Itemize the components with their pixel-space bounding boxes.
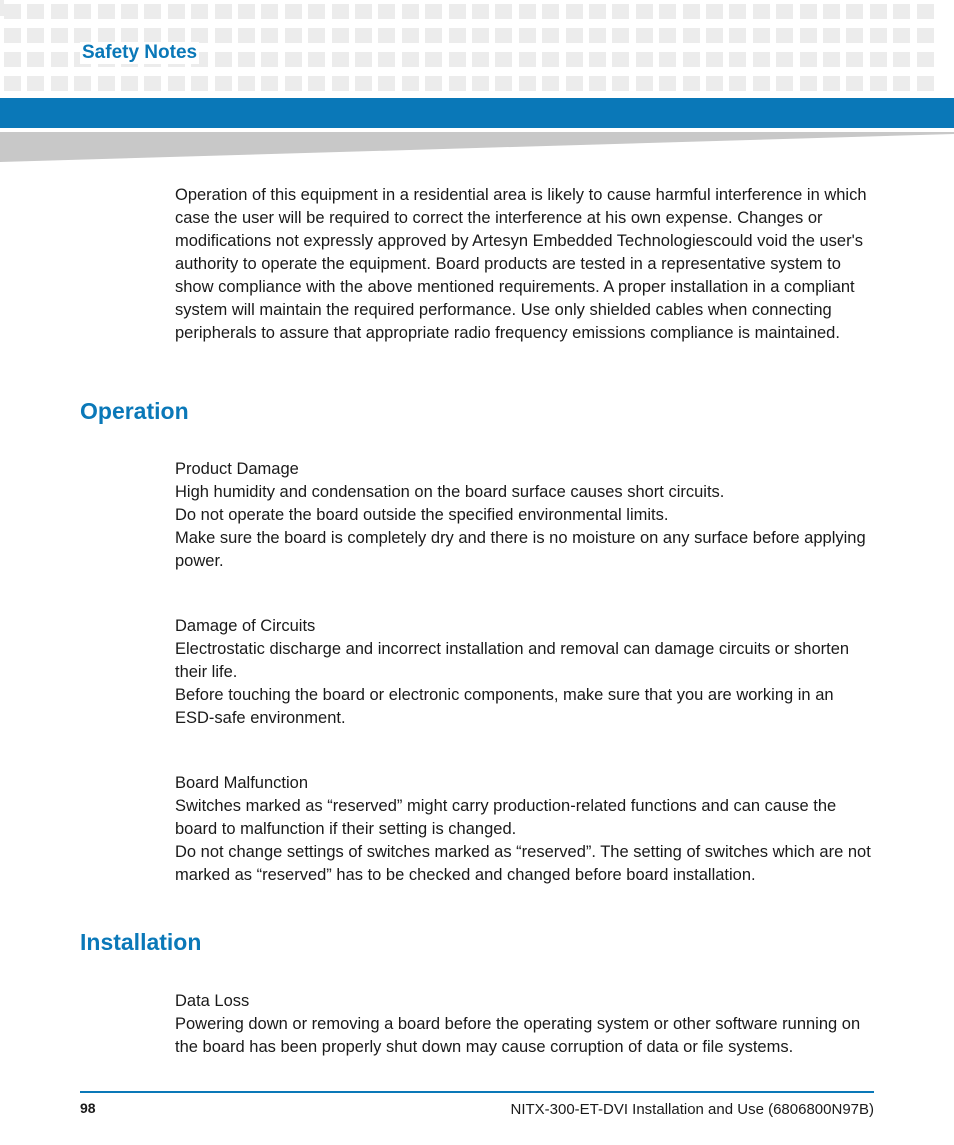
header-grid-cell <box>870 76 887 91</box>
header-gray-wedge <box>0 132 954 162</box>
header-grid-cell <box>566 76 583 91</box>
notice-line: Electrostatic discharge and incorrect installation and removal can damage circuits or shorten their life. <box>175 640 850 681</box>
header-grid-cell <box>378 52 395 67</box>
header-grid-cell <box>566 4 583 19</box>
header-grid-cell <box>846 76 863 91</box>
header-grid-cell <box>495 76 512 91</box>
header-grid-cell <box>261 52 278 67</box>
header-grid-cell <box>238 76 255 91</box>
notice-line: Before touching the board or electronic components, make sure that you are working in an ESD-safe environment. <box>175 686 834 727</box>
notice-title: Board Malfunction <box>175 774 308 792</box>
header-grid-cell <box>612 76 629 91</box>
header-grid-cell <box>215 4 232 19</box>
header-grid-cell <box>589 4 606 19</box>
header-grid-cell <box>308 52 325 67</box>
document-title: NITX-300-ET-DVI Installation and Use (6806800N97B) <box>510 1101 874 1118</box>
header-grid-cell <box>706 4 723 19</box>
notice-title: Data Loss <box>175 992 250 1010</box>
header-grid-cell <box>308 4 325 19</box>
header-grid-cell <box>706 52 723 67</box>
notice-data-loss <box>175 990 875 1059</box>
header-grid-cell <box>870 52 887 67</box>
header-grid-cell <box>74 76 91 91</box>
header-grid-cell <box>261 76 278 91</box>
header-grid-cell <box>51 4 68 19</box>
header-grid-cell <box>449 28 466 43</box>
notice-board-malfunction <box>175 772 875 887</box>
header-grid-cell <box>706 76 723 91</box>
header-grid-cell <box>753 4 770 19</box>
header-grid-cell <box>98 28 115 43</box>
intro-paragraph: Operation of this equipment in a residential area is likely to cause harmful interference in which case the user will be required to correct the interference at his own expense. Changes or modifications not expressly approved by Artesyn Embedded Technologiescould void the user's authority to operate the equipment. Board products are tested in a representative system to show compliance with the above mentioned requirements. A proper installation in a compliant system will maintain the required performance. Use only shielded cables when connecting peripherals to assure that appropriate radio frequency emissions compliance is maintained. <box>175 186 867 342</box>
header-grid-cell <box>846 28 863 43</box>
header-grid-cell <box>449 52 466 67</box>
header-grid-cell <box>378 76 395 91</box>
header-grid-cell <box>589 28 606 43</box>
header-grid-cell <box>823 28 840 43</box>
header-grid-cell <box>378 4 395 19</box>
header-grid-cell <box>285 4 302 19</box>
header-grid-cell <box>589 76 606 91</box>
header-grid-cell <box>659 28 676 43</box>
header-grid-cell <box>74 4 91 19</box>
header-grid-cell <box>332 4 349 19</box>
header-grid-cell <box>495 28 512 43</box>
header-grid-cell <box>355 4 372 19</box>
notice-damage-of-circuits <box>175 615 875 730</box>
header-grid-cell <box>402 28 419 43</box>
header-grid-cell <box>261 28 278 43</box>
header-grid-cell <box>4 4 21 19</box>
header-grid-cell <box>776 76 793 91</box>
header-grid-cell <box>800 52 817 67</box>
header-grid-cell <box>425 52 442 67</box>
header-grid-cell <box>121 28 138 43</box>
header-grid-cell <box>519 52 536 67</box>
header-grid-cell <box>636 76 653 91</box>
header-grid-cell <box>332 28 349 43</box>
header-grid-cell <box>332 52 349 67</box>
header-grid-cell <box>27 4 44 19</box>
header-grid-cell <box>729 52 746 67</box>
header-grid-cell <box>308 76 325 91</box>
header-grid-cell <box>402 4 419 19</box>
header-grid-cell <box>753 52 770 67</box>
header-grid-cell <box>683 28 700 43</box>
header-grid-cell <box>449 4 466 19</box>
header-grid-cell <box>776 4 793 19</box>
header-grid-cell <box>168 76 185 91</box>
installation-heading: Installation <box>80 929 202 955</box>
header-grid-cell <box>425 4 442 19</box>
header-grid-cell <box>776 28 793 43</box>
header-grid-cell <box>425 28 442 43</box>
header-grid-cell <box>519 76 536 91</box>
page-number: 98 <box>80 1100 96 1116</box>
header-grid-cell <box>566 28 583 43</box>
notice-line: Do not operate the board outside the specified environmental limits. <box>175 506 669 524</box>
header-grid-cell <box>472 4 489 19</box>
header-grid-cell <box>612 4 629 19</box>
header-grid-cell <box>729 28 746 43</box>
notice-line: Do not change settings of switches marked as “reserved”. The setting of switches which are not marked as “reserved” has to be checked and changed before board installation. <box>175 843 871 884</box>
header-grid-cell <box>285 76 302 91</box>
header-grid-cell <box>683 4 700 19</box>
notice-line: Switches marked as “reserved” might carry production-related functions and can cause the board to malfunction if their setting is changed. <box>175 797 837 838</box>
header-grid-cell <box>168 4 185 19</box>
header-grid-cell <box>893 4 910 19</box>
footer-divider <box>80 1091 874 1093</box>
header-grid-cell <box>917 52 934 67</box>
header-grid-cell <box>542 4 559 19</box>
header-grid-cell <box>659 4 676 19</box>
header-grid-cell <box>917 76 934 91</box>
notice-line: Powering down or removing a board before the operating system or other software running on the board has been properly shut down may cause corruption of data or file systems. <box>175 1015 861 1056</box>
header-grid-cell <box>238 4 255 19</box>
header-grid-cell <box>51 76 68 91</box>
header-grid-cell <box>472 28 489 43</box>
intro-section <box>175 184 875 345</box>
header-grid-cell <box>823 76 840 91</box>
header-grid-cell <box>285 52 302 67</box>
header-grid-cell <box>753 28 770 43</box>
header-grid-cell <box>355 28 372 43</box>
header-grid-cell <box>191 4 208 19</box>
header-grid-cell <box>893 76 910 91</box>
header-grid-cell <box>636 28 653 43</box>
notice-product-damage <box>175 458 875 573</box>
header-grid-cell <box>846 52 863 67</box>
header-grid-cell <box>659 76 676 91</box>
header-grid-cell <box>542 76 559 91</box>
header-grid-cell <box>215 76 232 91</box>
header-grid-cell <box>51 52 68 67</box>
header-grid-cell <box>917 4 934 19</box>
header-grid-cell <box>683 52 700 67</box>
header-grid-cell <box>98 4 115 19</box>
header-grid-cell <box>729 4 746 19</box>
header-grid-cell <box>285 28 302 43</box>
header-grid-cell <box>823 4 840 19</box>
notice-line: High humidity and condensation on the board surface causes short circuits. <box>175 483 725 501</box>
header-grid-cell <box>308 28 325 43</box>
header-grid-cell <box>776 52 793 67</box>
header-grid-cell <box>917 28 934 43</box>
section-title: Safety Notes <box>82 42 198 63</box>
header-grid-cell <box>870 28 887 43</box>
header-grid-cell <box>355 52 372 67</box>
header-grid-cell <box>870 4 887 19</box>
header-grid-cell <box>519 4 536 19</box>
header-grid-cell <box>495 4 512 19</box>
header-grid-cell <box>729 76 746 91</box>
header-grid-cell <box>355 76 372 91</box>
header-grid-cell <box>659 52 676 67</box>
header-grid-cell <box>893 28 910 43</box>
header-grid-cell <box>74 28 91 43</box>
header-grid-cell <box>893 52 910 67</box>
header-grid-cell <box>566 52 583 67</box>
header-grid-cell <box>144 28 161 43</box>
header-grid-cell <box>589 52 606 67</box>
header-grid-cell <box>800 76 817 91</box>
header-grid-cell <box>27 52 44 67</box>
header-grid-cell <box>542 52 559 67</box>
header-grid-cell <box>51 28 68 43</box>
header-grid-cell <box>144 76 161 91</box>
header-grid-cell <box>27 28 44 43</box>
header-grid-cell <box>823 52 840 67</box>
header-grid-cell <box>168 28 185 43</box>
header-grid-cell <box>800 4 817 19</box>
operation-heading: Operation <box>80 398 189 424</box>
header-grid-cell <box>191 76 208 91</box>
header-grid-cell <box>612 28 629 43</box>
header-grid-cell <box>191 28 208 43</box>
header-grid-cell <box>636 52 653 67</box>
header-grid-cell <box>753 76 770 91</box>
header-grid-cell <box>121 76 138 91</box>
header-grid-cell <box>495 52 512 67</box>
header-grid-cell <box>683 76 700 91</box>
header-grid-cell <box>800 28 817 43</box>
header-blue-band <box>0 98 954 128</box>
header-grid-cell <box>4 52 21 67</box>
notice-line: Make sure the board is completely dry and there is no moisture on any surface before applying power. <box>175 529 866 570</box>
header-grid-cell <box>238 52 255 67</box>
header-grid-cell <box>215 28 232 43</box>
header-grid-cell <box>425 76 442 91</box>
header-grid-cell <box>332 76 349 91</box>
header-grid-cell <box>121 4 138 19</box>
header-grid-cell <box>215 52 232 67</box>
header-grid-cell <box>706 28 723 43</box>
header-grid-cell <box>472 76 489 91</box>
header-grid-cell <box>542 28 559 43</box>
notice-title: Damage of Circuits <box>175 617 316 635</box>
header-grid-cell <box>402 76 419 91</box>
notice-title: Product Damage <box>175 460 299 478</box>
header-grid-cell <box>636 4 653 19</box>
header-grid-cell <box>472 52 489 67</box>
header-grid-cell <box>4 28 21 43</box>
header-grid-cell <box>519 28 536 43</box>
header-grid-cell <box>261 4 278 19</box>
header-grid-cell <box>27 76 44 91</box>
header-grid-cell <box>144 4 161 19</box>
header-grid-cell <box>846 4 863 19</box>
header-grid-cell <box>402 52 419 67</box>
header-grid-cell <box>378 28 395 43</box>
header-grid-cell <box>238 28 255 43</box>
header-grid-cell <box>4 76 21 91</box>
header-grid-cell <box>98 76 115 91</box>
header-grid-cell <box>449 76 466 91</box>
header-grid-cell <box>612 52 629 67</box>
